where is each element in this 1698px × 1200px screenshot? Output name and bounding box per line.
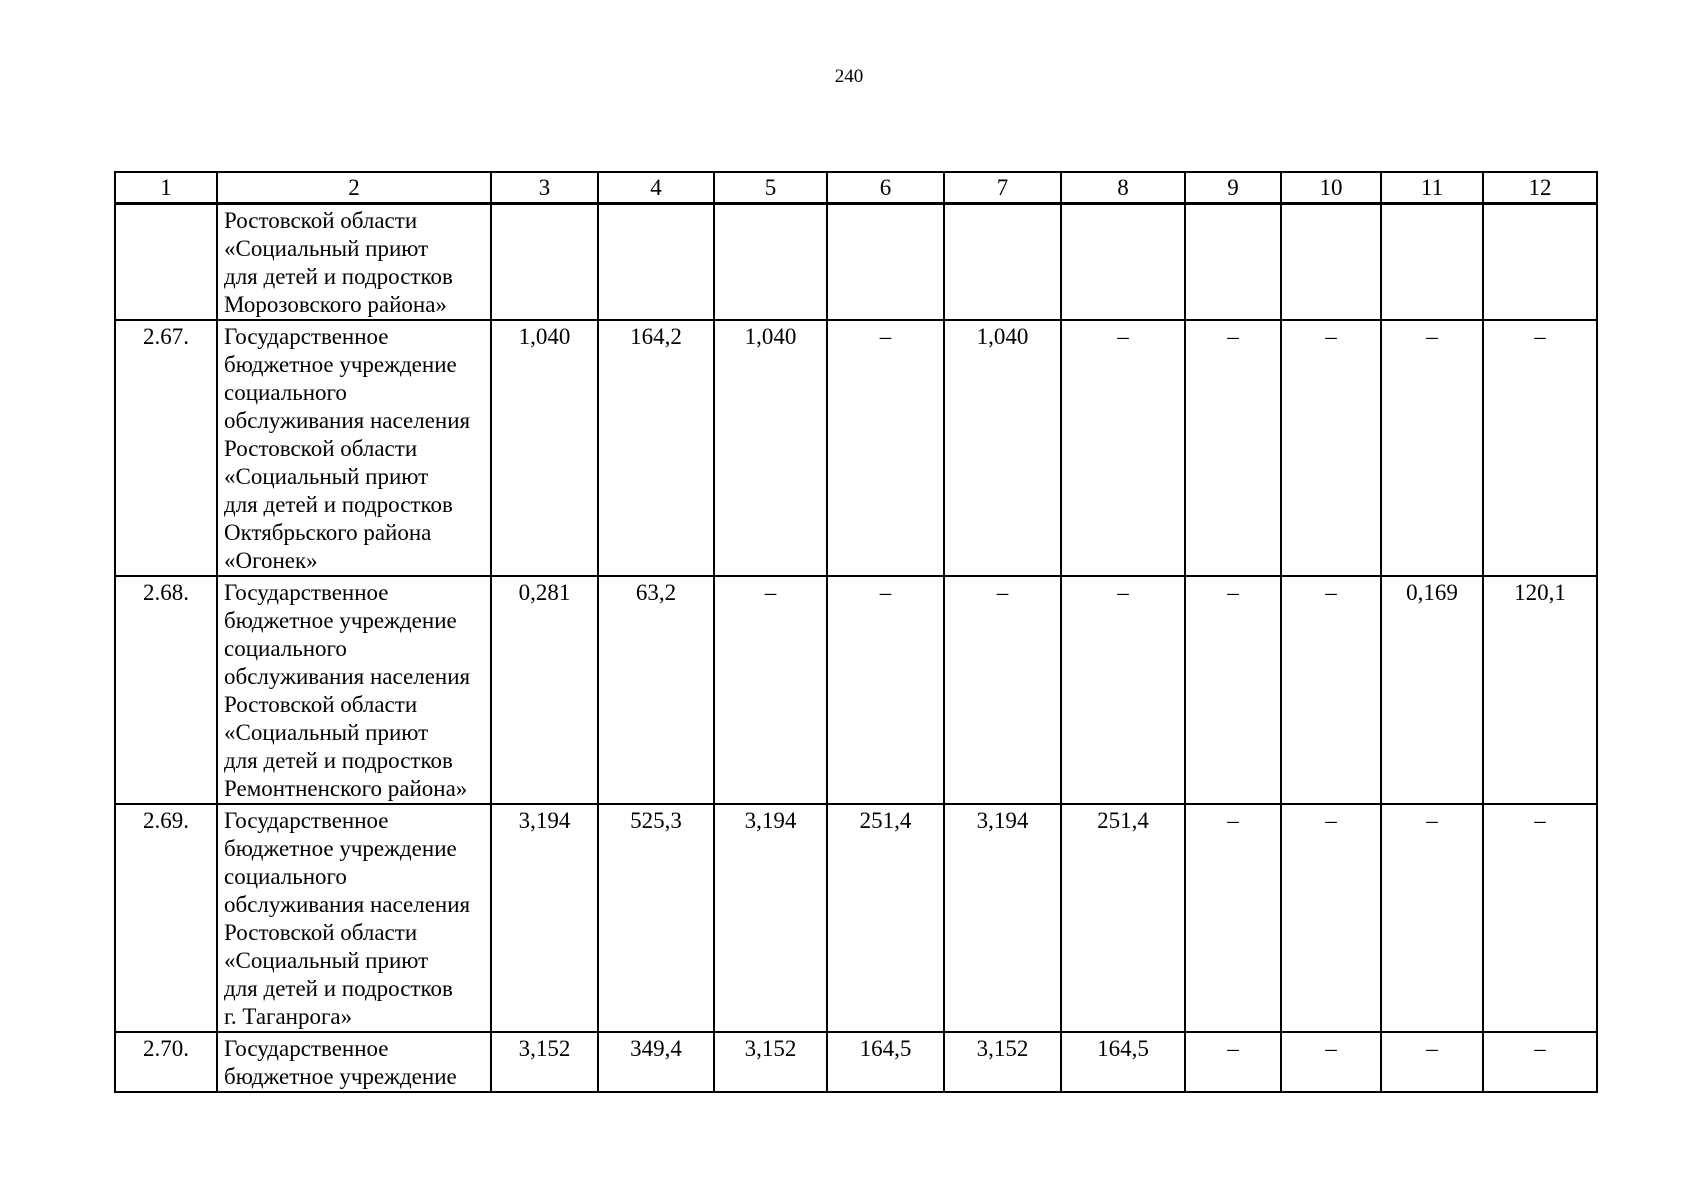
institution-name [217, 1032, 491, 1092]
institution-name-line: «Социальный приют [224, 236, 429, 261]
institution-name-line: Октябрьского района [224, 520, 432, 545]
institution-name [217, 204, 491, 321]
column-header: 10 [1281, 172, 1381, 204]
value-cell: – [1185, 320, 1281, 576]
institution-name-line: Ростовской области [224, 208, 418, 233]
value-cell: 251,4 [1061, 804, 1185, 1032]
value-cell: 0,281 [491, 576, 598, 804]
value-cell: – [1281, 576, 1381, 804]
page-number: 240 [834, 66, 864, 87]
institution-name-line: Ростовской области [224, 692, 418, 717]
column-header: 4 [598, 172, 714, 204]
value-cell: – [1185, 804, 1281, 1032]
column-header: 6 [827, 172, 944, 204]
institution-name [217, 576, 491, 804]
institution-name [217, 320, 491, 576]
institution-name-line: бюджетное учреждение [224, 836, 457, 861]
institution-name-line: г. Таганрога» [224, 1004, 353, 1029]
value-cell: 1,040 [491, 320, 598, 576]
value-cell: – [1061, 576, 1185, 804]
value-cell: 3,194 [944, 804, 1061, 1032]
value-cell: 1,040 [944, 320, 1061, 576]
institution-name-line: для детей и подростков [224, 976, 453, 1001]
row-number: 2.69. [115, 804, 217, 1032]
value-cell: 164,5 [827, 1032, 944, 1092]
value-cell: – [827, 576, 944, 804]
value-cell [491, 204, 598, 321]
institution-name [217, 804, 491, 1032]
value-cell: 63,2 [598, 576, 714, 804]
table-row [115, 204, 1597, 321]
institution-name-line: обслуживания населения [224, 408, 471, 433]
value-cell [1185, 204, 1281, 321]
institution-name-line: Ростовской области [224, 436, 418, 461]
institution-name-line: Ростовской области [224, 920, 418, 945]
value-cell: 120,1 [1483, 576, 1597, 804]
value-cell: 3,152 [944, 1032, 1061, 1092]
value-cell: 0,169 [1381, 576, 1483, 804]
value-cell [1061, 204, 1185, 321]
institution-name-line: «Социальный приют [224, 720, 429, 745]
institution-name-line: Государственное [224, 324, 389, 349]
table-row [115, 576, 1597, 804]
value-cell: 3,152 [491, 1032, 598, 1092]
value-cell: – [1483, 1032, 1597, 1092]
row-number: 2.68. [115, 576, 217, 804]
institution-name-line: Государственное [224, 1036, 389, 1061]
value-cell: 1,040 [714, 320, 827, 576]
value-cell [1381, 204, 1483, 321]
value-cell: – [1185, 576, 1281, 804]
institution-name-line: для детей и подростков [224, 492, 453, 517]
value-cell [1281, 204, 1381, 321]
value-cell: 525,3 [598, 804, 714, 1032]
institution-name-line: Государственное [224, 808, 389, 833]
value-cell: 3,194 [491, 804, 598, 1032]
institution-name-line: Ремонтненского района» [224, 776, 468, 801]
value-cell: 164,5 [1061, 1032, 1185, 1092]
value-cell: 251,4 [827, 804, 944, 1032]
column-header: 1 [115, 172, 217, 204]
institution-name-line: бюджетное учреждение [224, 608, 457, 633]
value-cell: – [1483, 804, 1597, 1032]
value-cell: – [1381, 1032, 1483, 1092]
value-cell: – [1185, 1032, 1281, 1092]
column-header: 7 [944, 172, 1061, 204]
value-cell [598, 204, 714, 321]
table-row [115, 1032, 1597, 1092]
institution-name-line: «Огонек» [224, 548, 318, 573]
value-cell: – [1381, 804, 1483, 1032]
row-number [115, 204, 217, 321]
column-header: 11 [1381, 172, 1483, 204]
value-cell: – [1281, 1032, 1381, 1092]
value-cell: 349,4 [598, 1032, 714, 1092]
row-number: 2.70. [115, 1032, 217, 1092]
institution-name-line: Морозовского района» [224, 292, 447, 317]
value-cell: – [827, 320, 944, 576]
table-row [115, 320, 1597, 576]
institution-name-line: бюджетное учреждение [224, 1064, 457, 1089]
value-cell: 164,2 [598, 320, 714, 576]
value-cell [1483, 204, 1597, 321]
value-cell: 3,194 [714, 804, 827, 1032]
institution-name-line: для детей и подростков [224, 748, 453, 773]
value-cell: – [944, 576, 1061, 804]
column-header: 12 [1483, 172, 1597, 204]
value-cell [827, 204, 944, 321]
value-cell: – [1281, 804, 1381, 1032]
institution-name-line: социального [224, 864, 347, 889]
institution-name-line: обслуживания населения [224, 892, 471, 917]
value-cell [944, 204, 1061, 321]
value-cell: 3,152 [714, 1032, 827, 1092]
column-header: 2 [217, 172, 491, 204]
value-cell: – [1061, 320, 1185, 576]
institution-name-line: социального [224, 380, 347, 405]
institution-name-line: социального [224, 636, 347, 661]
column-header: 3 [491, 172, 598, 204]
value-cell [714, 204, 827, 321]
value-cell: – [1281, 320, 1381, 576]
row-number: 2.67. [115, 320, 217, 576]
institution-name-line: обслуживания населения [224, 664, 471, 689]
institution-name-line: Государственное [224, 580, 389, 605]
value-cell: – [1483, 320, 1597, 576]
institution-name-line: бюджетное учреждение [224, 352, 457, 377]
value-cell: – [1381, 320, 1483, 576]
column-header: 5 [714, 172, 827, 204]
table-row [115, 804, 1597, 1032]
column-header: 9 [1185, 172, 1281, 204]
table-header-row [115, 172, 1597, 204]
column-header: 8 [1061, 172, 1185, 204]
institution-name-line: «Социальный приют [224, 464, 429, 489]
institution-name-line: для детей и подростков [224, 264, 453, 289]
value-cell: – [714, 576, 827, 804]
data-table [114, 171, 1598, 1093]
institution-name-line: «Социальный приют [224, 948, 429, 973]
